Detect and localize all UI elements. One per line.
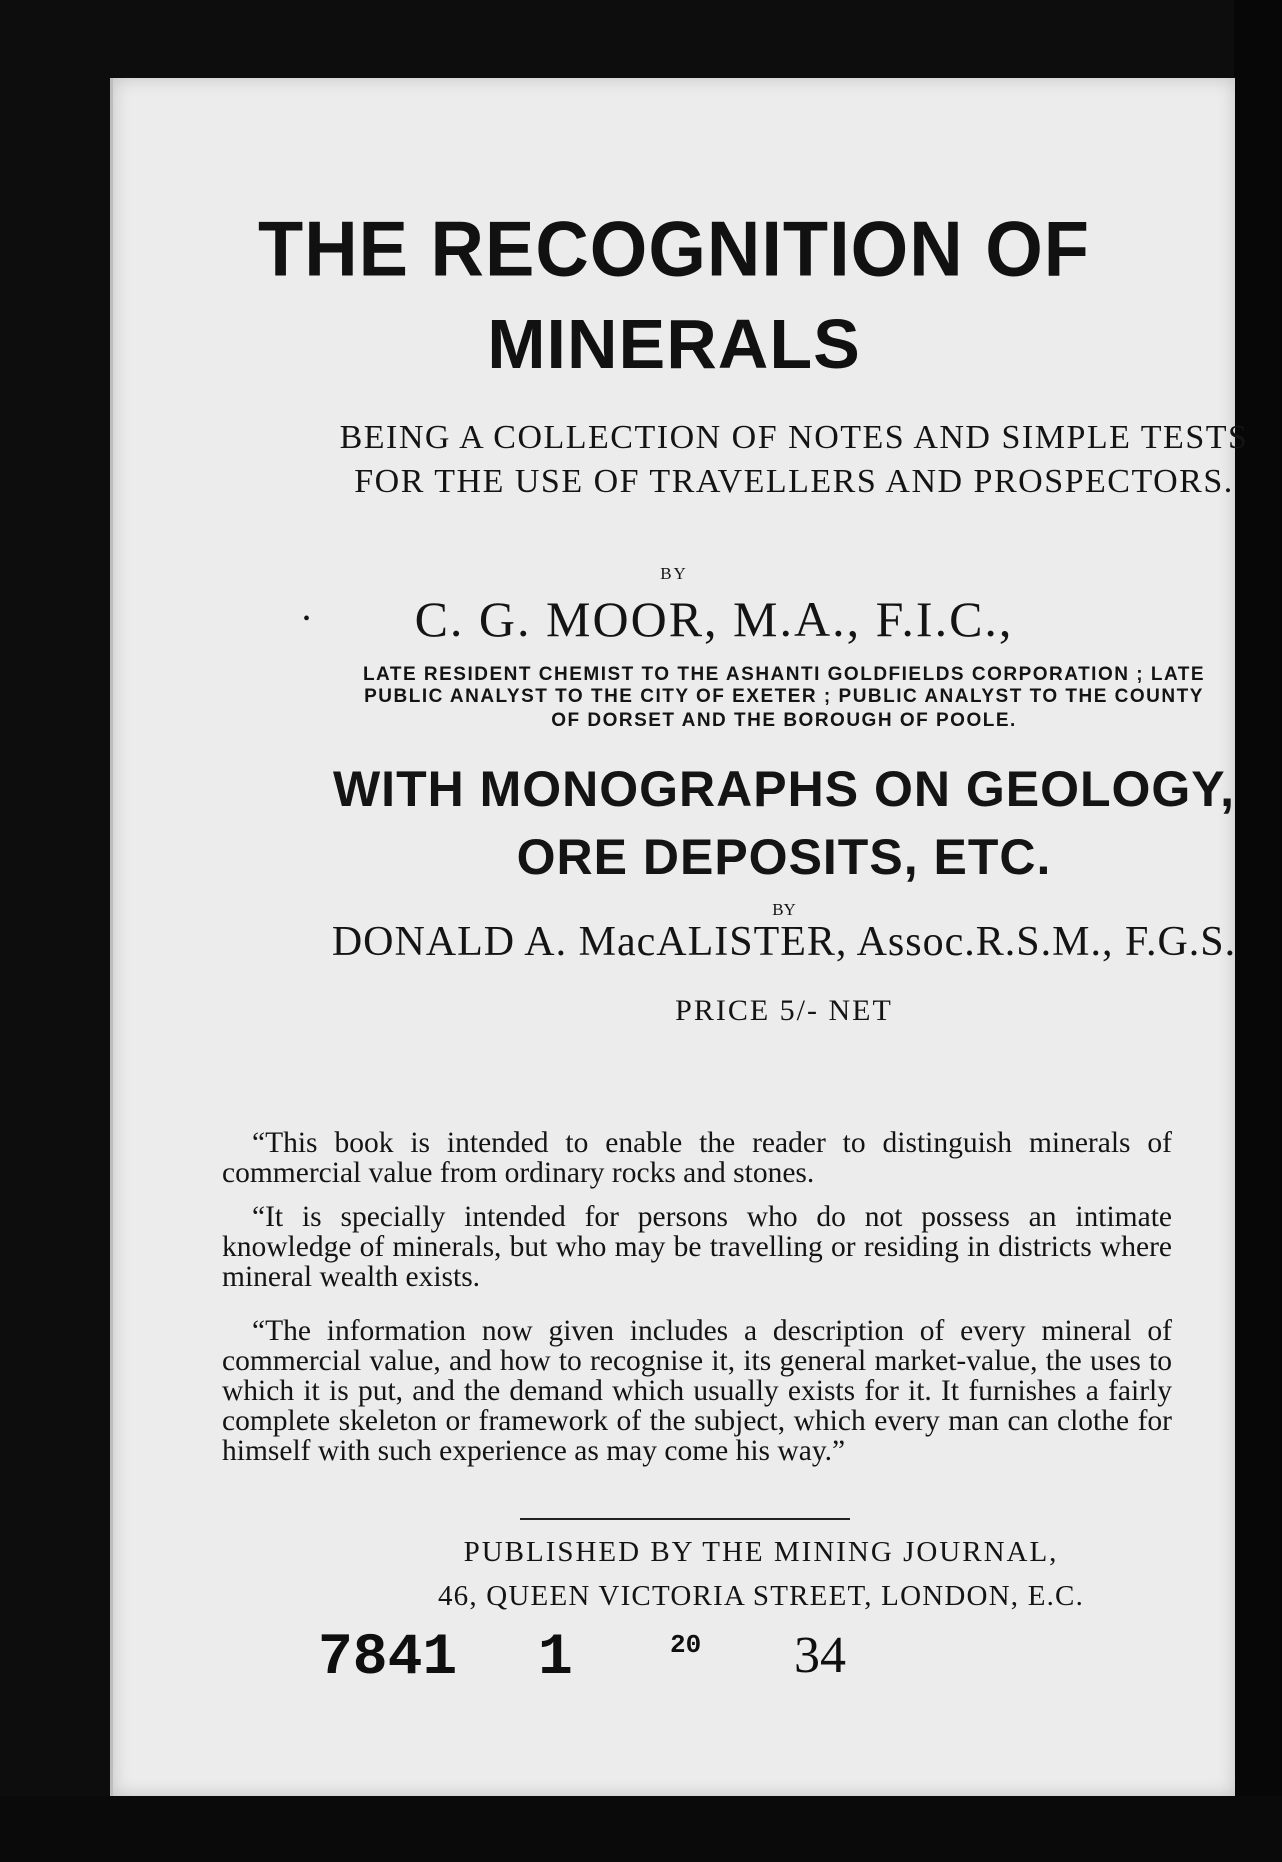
quote-paragraph-3: “The information now given includes a description of every mineral of commercial value, and how to recognise it, its general market-value, the uses to which it is put, and the demand which usually exists for it. It furnishes a fairly complete skeleton or framework of the subject, which every man can clothe for himself with such experience as may come his way.” xyxy=(222,1315,1172,1468)
monographs-line-1: WITH MONOGRAPHS ON GEOLOGY, xyxy=(332,761,1236,817)
divider-rule xyxy=(520,1518,850,1520)
stamp-part-3: 20 xyxy=(670,1630,702,1660)
by-label-1: BY xyxy=(660,564,688,583)
price-line: PRICE 5/- NET xyxy=(675,994,893,1027)
credentials-line-1: LATE RESIDENT CHEMIST TO THE ASHANTI GOLDFIELDS CORPORATION ; LATE xyxy=(362,664,1206,685)
subtitle-line-1: BEING A COLLECTION OF NOTES AND SIMPLE TESTS xyxy=(339,419,1249,456)
scan-edge-bottom xyxy=(0,1796,1282,1862)
credentials-line-2: PUBLIC ANALYST TO THE CITY OF EXETER ; PUBLIC ANALYST TO THE COUNTY xyxy=(364,686,1204,707)
publisher-line-2: 46, QUEEN VICTORIA STREET, LONDON, E.C. xyxy=(437,1580,1085,1612)
quote-paragraph-1: “This book is intended to enable the reader to distinguish minerals of commercial value from ordinary rocks and stones. xyxy=(222,1127,1172,1190)
title-line-1: THE RECOGNITION OF xyxy=(258,204,1090,293)
quote-paragraph-2: “It is specially intended for persons who do not possess an intimate knowledge of minerals, but who may be travelling or residing in districts where mineral wealth exists. xyxy=(222,1201,1172,1294)
stamp-number: 7841 xyxy=(318,1626,458,1691)
bullet-mark: • xyxy=(303,608,311,630)
publisher-line-1: PUBLISHED BY THE MINING JOURNAL, xyxy=(463,1536,1059,1568)
stamp-part-4: 34 xyxy=(794,1627,846,1684)
author-primary: C. G. MOOR, M.A., F.I.C., xyxy=(414,591,1014,647)
monographs-line-2: ORE DEPOSITS, ETC. xyxy=(516,829,1052,885)
author-secondary: DONALD A. MacALISTER, Assoc.R.S.M., F.G.S. xyxy=(331,919,1237,965)
stamp-part-2: 1 xyxy=(538,1626,573,1691)
by-label-2: BY xyxy=(772,900,796,919)
title-line-2: MINERALS xyxy=(487,305,861,383)
subtitle-line-2: FOR THE USE OF TRAVELLERS AND PROSPECTORS. xyxy=(354,463,1234,500)
credentials-line-3: OF DORSET AND THE BOROUGH OF POOLE. xyxy=(551,710,1017,731)
